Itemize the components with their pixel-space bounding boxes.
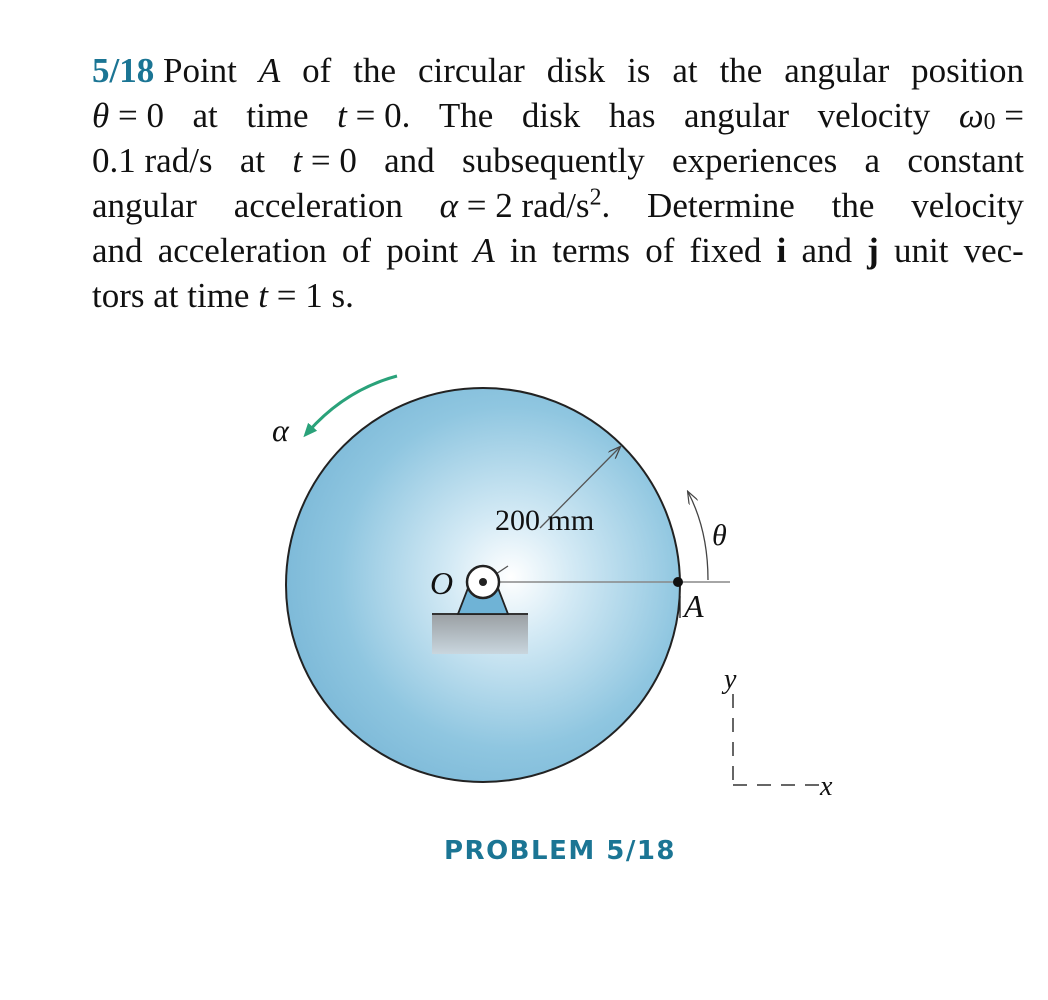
problem-line-4: angular acceleration α = 2 rad/$s^2$. Determine the velocity: [92, 184, 1024, 225]
problem-caption: PROBLEM 5/18: [444, 836, 677, 866]
y-axis-label: y: [724, 664, 737, 695]
problem-number: 5/18: [92, 51, 155, 90]
alpha-label: α: [272, 412, 289, 448]
problem-line-6: tors at time t = 1 s.: [92, 276, 354, 315]
bearing-center: [479, 578, 487, 586]
center-label: O: [430, 565, 454, 601]
ground-base: [432, 614, 528, 654]
theta-label: θ: [712, 519, 727, 552]
problem-line-2: θ = 0 at time t = 0. The disk has angular velocity $\omega_0$ =: [92, 96, 1024, 136]
x-axis-label: x: [820, 771, 833, 802]
radius-label: 200 mm: [495, 504, 595, 537]
problem-line-3: 0.1 rad/s at t = 0 and subsequently experiences a constant: [92, 141, 1024, 180]
theta-arc: [688, 492, 708, 580]
problem-line-5: and acceleration of point A in terms of fixed i and j unit vec-: [92, 231, 1024, 270]
point-a-marker: [673, 577, 683, 587]
problem-line-1: 5/18 Point A of the circular disk is at the angular position: [92, 51, 1024, 90]
point-a-label: A: [684, 588, 704, 624]
